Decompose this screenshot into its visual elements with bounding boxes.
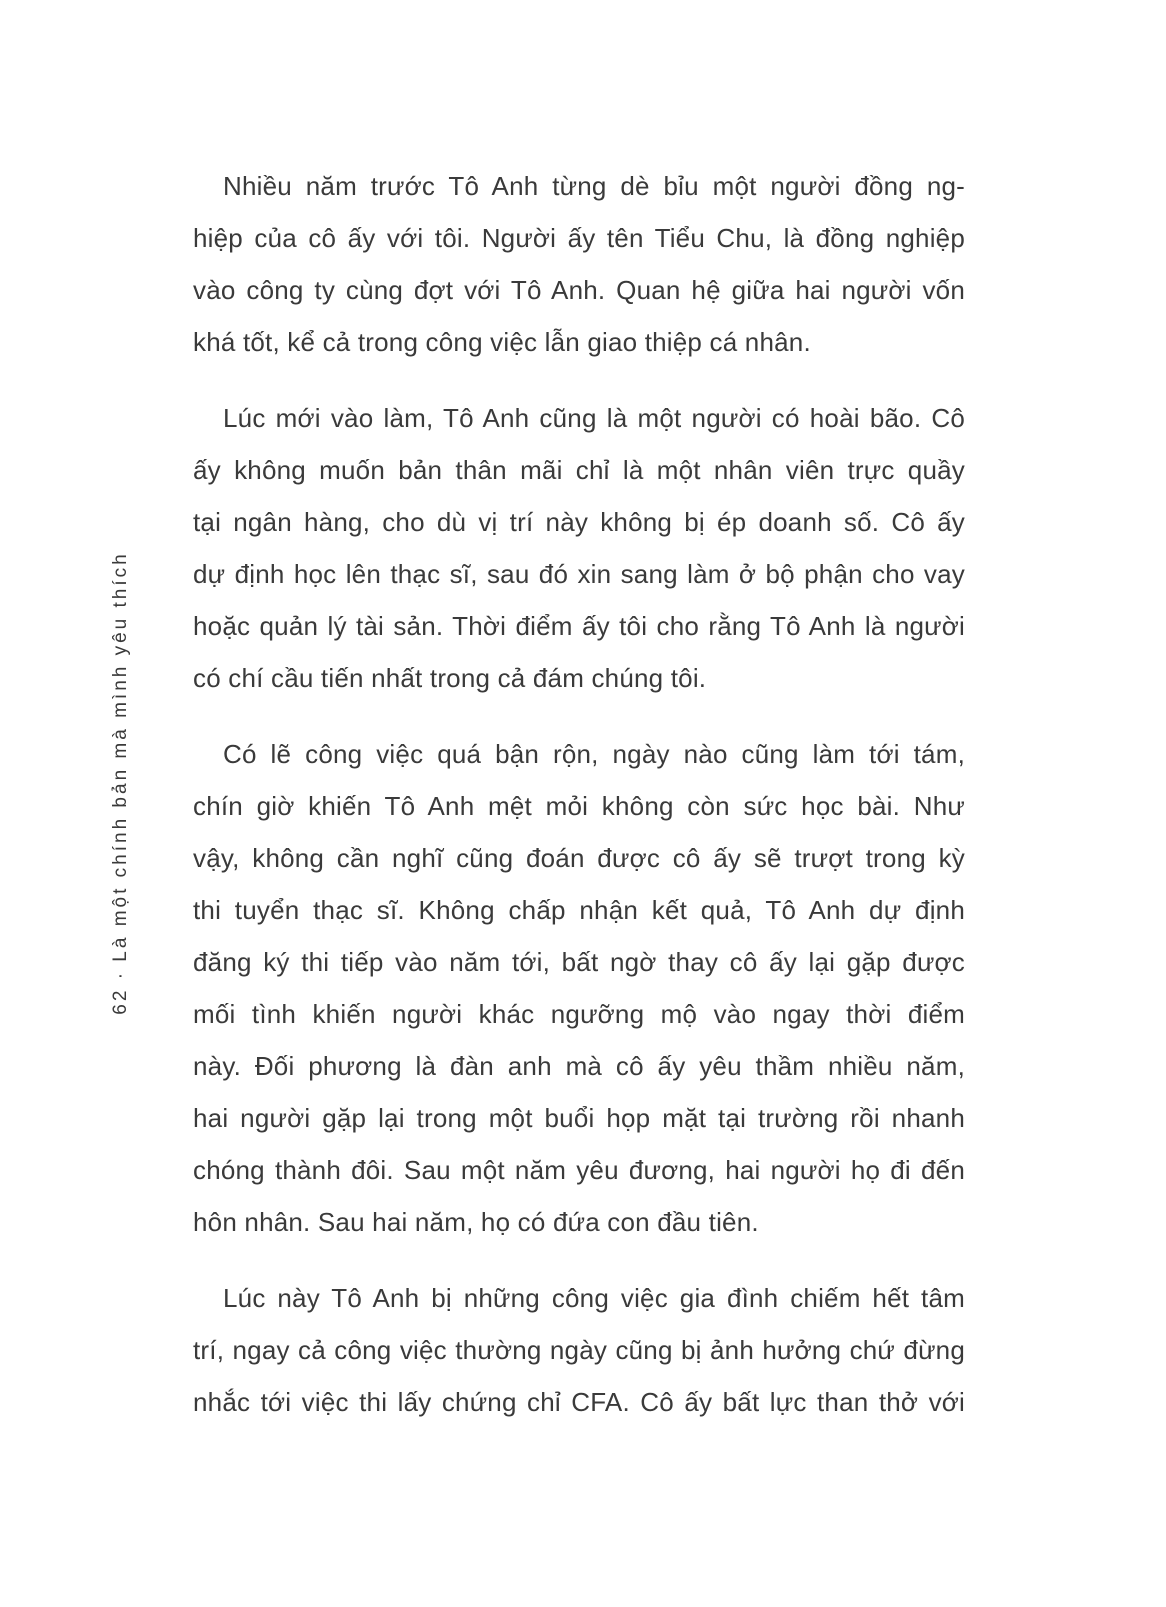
text-line: Nhiều năm trước Tô Anh từng dè bỉu một người đồng ng- (223, 171, 965, 201)
text-line: hai người gặp lại trong một buổi họp mặt tại trường rồi nhanh (193, 1103, 965, 1133)
text-line: chóng thành đôi. Sau một năm yêu đương, hai người họ đi đến (193, 1155, 965, 1185)
text-line: chín giờ khiến Tô Anh mệt mỏi không còn sức học bài. Như (193, 791, 965, 821)
text-line: khá tốt, kể cả trong công việc lẫn giao thiệp cá nhân. (193, 327, 811, 357)
paragraph (193, 392, 965, 704)
text-line: vậy, không cần nghĩ cũng đoán được cô ấy sẽ trượt trong kỳ (193, 843, 965, 873)
paragraph (193, 728, 965, 1248)
text-line: vào công ty cùng đợt với Tô Anh. Quan hệ giữa hai người vốn (193, 275, 965, 305)
text-line: nhắc tới việc thi lấy chứng chỉ CFA. Cô ấy bất lực than thở với (193, 1387, 965, 1417)
text-line: thi tuyển thạc sĩ. Không chấp nhận kết quả, Tô Anh dự định (193, 895, 965, 925)
text-line: tại ngân hàng, cho dù vị trí này không bị ép doanh số. Cô ấy (193, 507, 965, 537)
body-text (193, 160, 965, 1452)
text-line: này. Đối phương là đàn anh mà cô ấy yêu thầm nhiều năm, (193, 1051, 965, 1081)
text-line: dự định học lên thạc sĩ, sau đó xin sang làm ở bộ phận cho vay (193, 559, 965, 589)
text-line: Lúc mới vào làm, Tô Anh cũng là một người có hoài bão. Cô (223, 403, 965, 433)
text-line: đăng ký thi tiếp vào năm tới, bất ngờ thay cô ấy lại gặp được (193, 947, 965, 977)
text-line: hôn nhân. Sau hai năm, họ có đứa con đầu tiên. (193, 1207, 759, 1237)
text-line: ấy không muốn bản thân mãi chỉ là một nhân viên trực quầy (193, 455, 965, 485)
text-line: Lúc này Tô Anh bị những công việc gia đình chiếm hết tâm (223, 1283, 965, 1313)
text-line: trí, ngay cả công việc thường ngày cũng bị ảnh hưởng chứ đừng (193, 1335, 965, 1365)
text-line: hiệp của cô ấy với tôi. Người ấy tên Tiểu Chu, là đồng nghiệp (193, 223, 965, 253)
paragraph (193, 1272, 965, 1428)
text-line: có chí cầu tiến nhất trong cả đám chúng tôi. (193, 663, 707, 693)
text-line: mối tình khiến người khác ngưỡng mộ vào ngay thời điểm (193, 999, 965, 1029)
text-line: Có lẽ công việc quá bận rộn, ngày nào cũng làm tới tám, (223, 739, 965, 769)
page-margin-title: 62 · Là một chính bản mà mình yêu thích (110, 551, 131, 1015)
paragraph (193, 160, 965, 368)
text-line: hoặc quản lý tài sản. Thời điểm ấy tôi cho rằng Tô Anh là người (193, 611, 965, 641)
